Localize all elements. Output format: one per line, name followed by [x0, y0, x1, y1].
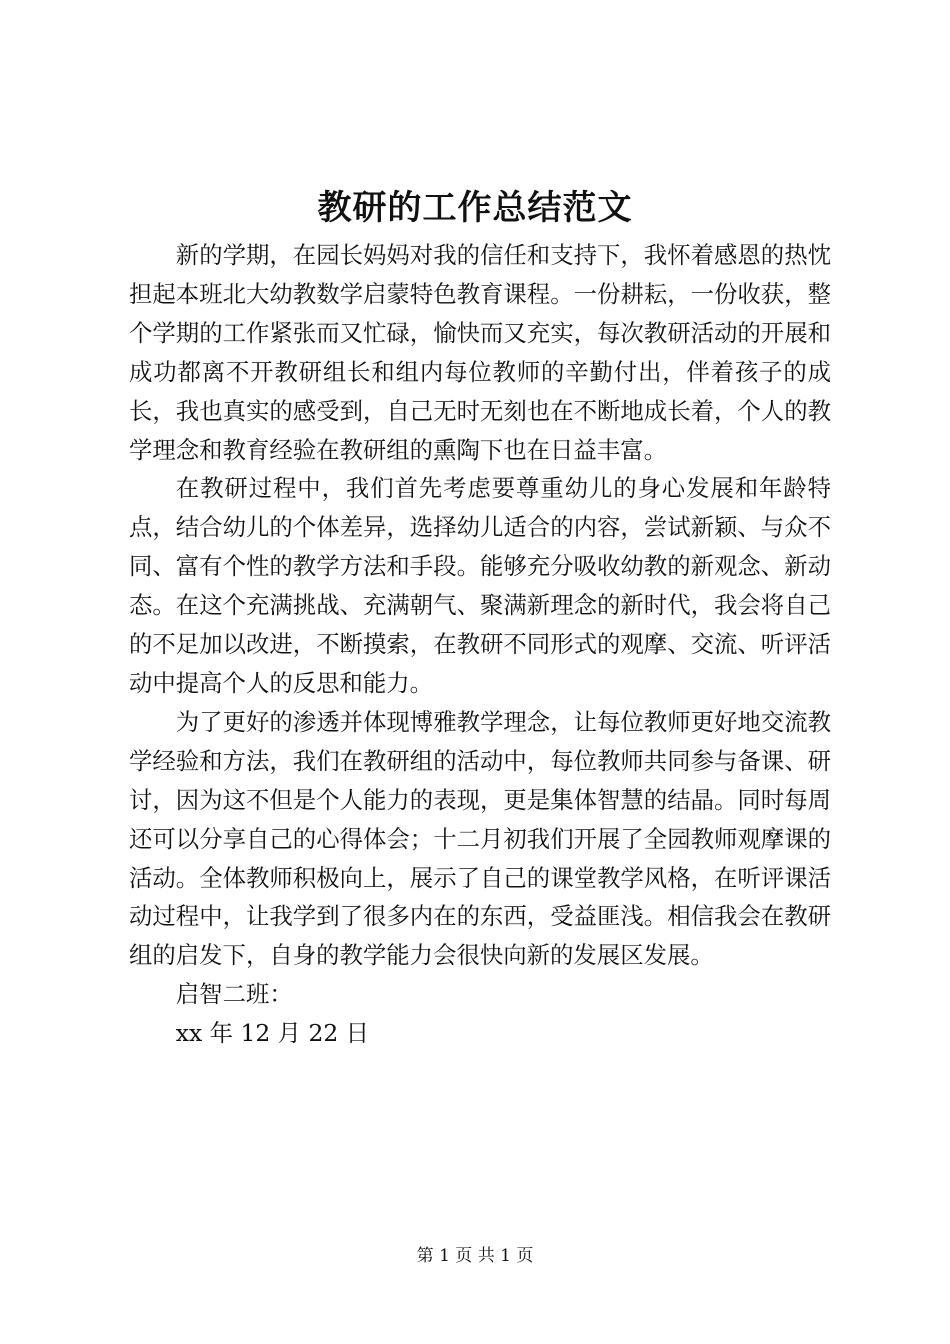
document-title: 教研的工作总结范文 [317, 188, 633, 228]
signature: 启智二班： [175, 980, 293, 1009]
date: xx 年 12 月 22 日 [175, 1019, 370, 1048]
paragraph-1: 新的学期，在园长妈妈对我的信任和支持下，我怀着感恩的热忱担起本班北大幼教数学启蒙特色教育课程。一份耕耘，一份收获，整个学期的工作紧张而又忙碌，愉快而又充实，每次教研活动的开展和成功都离不开教研组长和组内每位教师的辛勤付出，伴着孩子的成长，我也真实的感受到，自己无时无刻也在不断地成长着，个人的教学理念和教育经验在教研组的熏陶下也在日益丰富。 [129, 241, 831, 464]
page-footer: 第 1 页 共 1 页 [416, 1246, 534, 1266]
paragraph-3: 为了更好的渗透并体现博雅教学理念，让每位教师更好地交流教学经验和方法，我们在教研组的活动中，每位教师共同参与备课、研讨，因为这不但是个人能力的表现，更是集体智慧的结晶。同时每周还可以分享自己的心得体会；十二月初我们开展了全园教师观摩课的活动。全体教师积极向上，展示了自己的课堂教学风格，在听评课活动过程中，让我学到了很多内在的东西，受益匪浅。相信我会在教研组的启发下，自身的教学能力会很快向新的发展区发展。 [129, 707, 831, 970]
document-body [129, 236, 831, 1053]
paragraph-2: 在教研过程中，我们首先考虑要尊重幼儿的身心发展和年龄特点，结合幼儿的个体差异，选择幼儿适合的内容，尝试新颖、与众不同、富有个性的教学方法和手段。能够充分吸收幼教的新观念、新动态。在这个充满挑战、充满朝气、聚满新理念的新时代，我会将自己的不足加以改进，不断摸索，在教研不同形式的观摩、交流、听评活动中提高个人的反思和能力。 [129, 474, 831, 697]
